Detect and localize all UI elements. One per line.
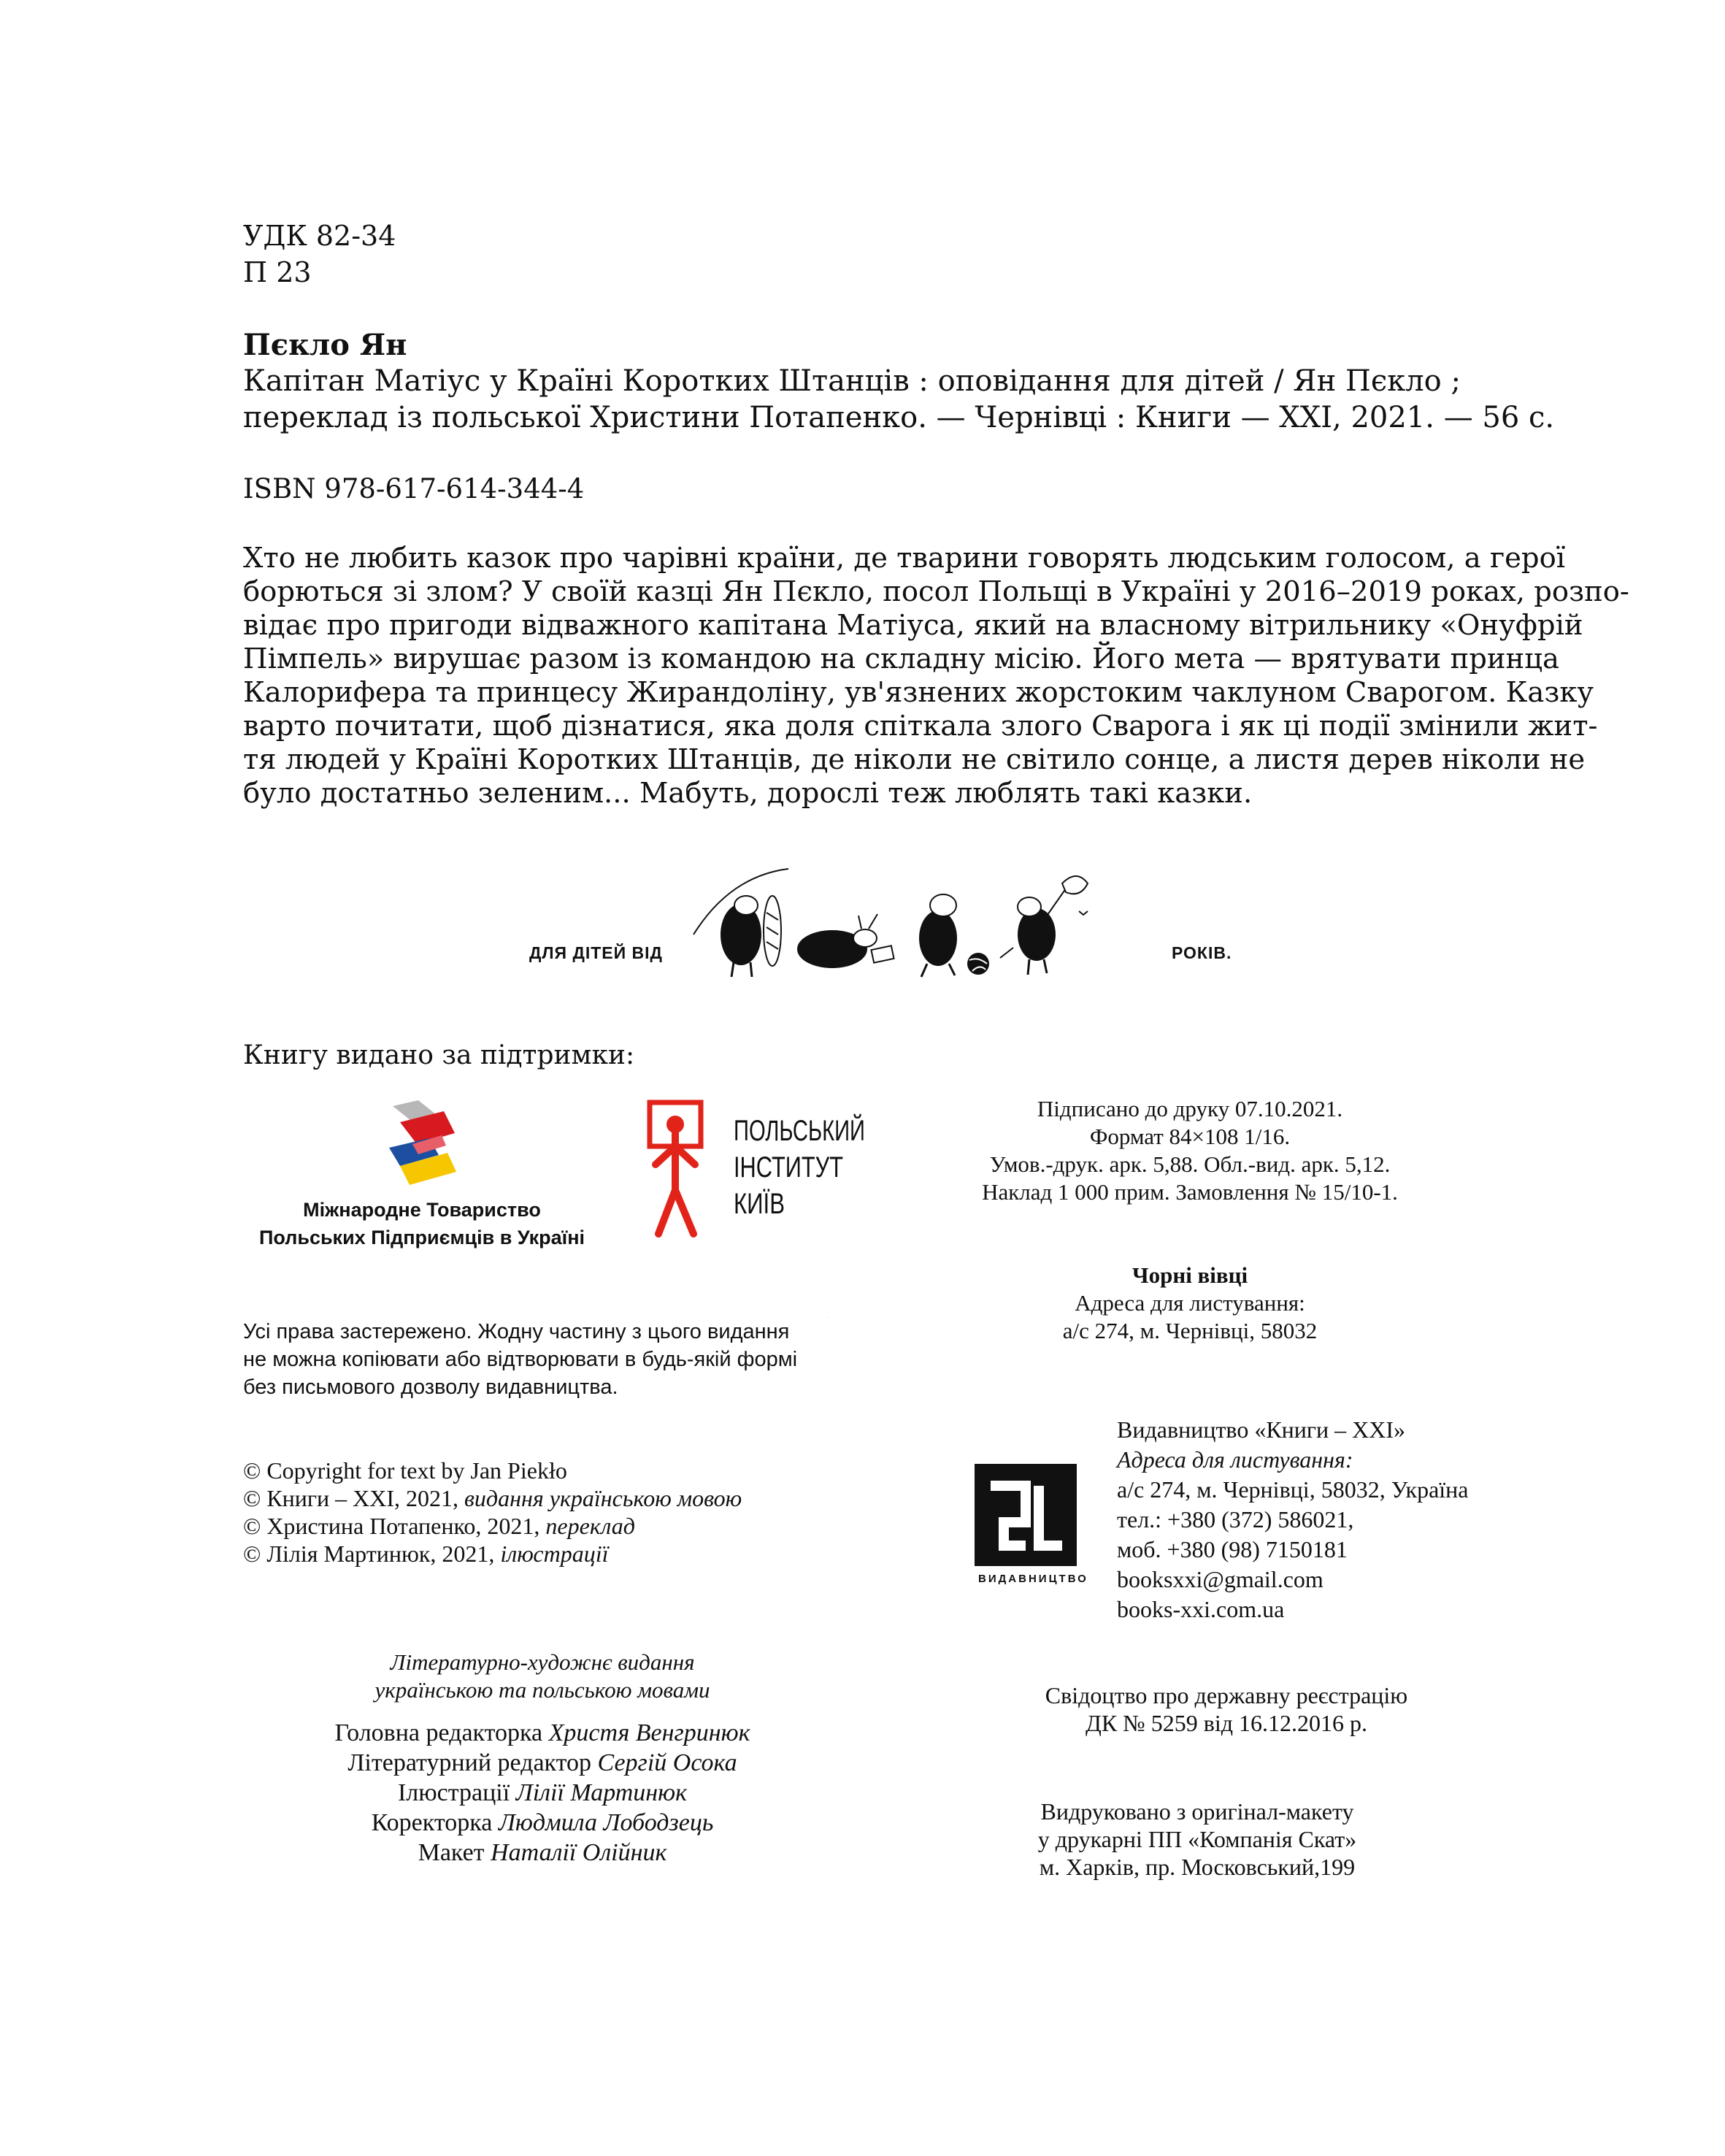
print-info-line: Формат 84×108 1/16. (1089, 1124, 1291, 1149)
rights-line: не можна копіювати або відтворювати в будь-якій формі (243, 1348, 798, 1371)
rights-line: без письмового дозволу видавництва. (243, 1376, 618, 1399)
credit-role: Коректорка (371, 1809, 499, 1836)
publisher-logo-number: 21 (829, 1318, 830, 1319)
publisher-address: а/с 274, м. Чернівці, 58032, Україна (1117, 1476, 1469, 1503)
credit-role: Ілюстрації (397, 1779, 516, 1806)
printer-line: Видруковано з оригінал-макету (1040, 1798, 1354, 1825)
copyright-line (243, 1512, 742, 1540)
rights-notice (243, 1318, 885, 1401)
credit-role: Головна редакторка (334, 1719, 549, 1746)
series-address-label: Адреса для листування: (1075, 1290, 1305, 1316)
rights-line: Усі права застережено. Жодну частину з цього видання (243, 1320, 790, 1343)
copyright-italic: переклад (545, 1513, 635, 1539)
bibliographic-description (243, 363, 1555, 436)
age-strip (529, 862, 1259, 986)
annotation-line: тя людей у Країні Коротких Штанців, де ніколи не світило сонце, а листя дерев ніколи не (243, 743, 1586, 776)
credit-name: Сергій Осока (597, 1749, 737, 1776)
print-info (934, 1095, 1445, 1206)
annotation-line: борються зі злом? У своїй казці Ян Пєкло, посол Польщі в Україні у 2016–2019 роках, розпо- (243, 575, 1629, 608)
credits-block (243, 1718, 842, 1868)
credit-line (243, 1748, 842, 1778)
sheep-fishing-icon (694, 869, 788, 977)
copyright-text: © Copyright for text by Jan Piekło (243, 1457, 567, 1484)
annotation-line: було достатньо зеленим... Мабуть, дорослі теж люблять такі казки. (243, 777, 1253, 810)
publisher-email: booksxxi@gmail.com (1117, 1566, 1323, 1592)
publisher-logo (829, 1318, 1088, 1588)
credit-name: Людмила Лободзець (498, 1809, 714, 1836)
publisher-name: Видавництво «Книги – XXI» (1117, 1416, 1406, 1443)
copyright-line (243, 1457, 742, 1484)
credit-role: Літературний редактор (347, 1749, 598, 1776)
printer-line: м. Харків, пр. Московський,199 (1039, 1854, 1356, 1880)
registration-info (934, 1681, 1518, 1737)
pik-line: КИЇВ (734, 1188, 785, 1220)
publisher-info (1117, 1415, 1469, 1624)
credit-line (243, 1838, 842, 1868)
credit-line (243, 1718, 842, 1748)
sheep-net-icon (1000, 876, 1088, 975)
annotation-line: Пімпель» вирушає разом із командою на складну місію. Його мета — врятувати принца (243, 642, 1559, 675)
print-info-line: Умов.-друк. арк. 5,88. Обл.-вид. арк. 5,12. (989, 1151, 1391, 1177)
printer-info (934, 1798, 1460, 1881)
credit-role: Макет (418, 1839, 491, 1866)
genre-line: українською та польською мовами (374, 1677, 710, 1703)
annotation (243, 542, 1629, 810)
credit-name: Наталії Олійник (491, 1839, 667, 1866)
copyright-italic: видання українською мовою (464, 1485, 742, 1511)
annotation-line: Хто не любить казок про чарівні країни, де тварини говорять людським голосом, а герої (243, 542, 1566, 575)
printer-line: у друкарні ПП «Компанія Скат» (1037, 1826, 1357, 1852)
copyright-block (243, 1457, 742, 1568)
mtp-logo-name (243, 1196, 601, 1251)
support-label: Книгу видано за підтримки: (243, 1040, 635, 1070)
udk-block (243, 218, 396, 291)
isbn: ISBN 978-617-614-344-4 (243, 473, 585, 505)
credit-line (243, 1808, 842, 1838)
copyright-italic: ілюстрації (500, 1541, 609, 1567)
description-line: Капітан Матіус у Країні Коротких Штанців : оповідання для дітей / Ян Пєкло ; (243, 364, 1461, 398)
series-info (934, 1262, 1445, 1345)
udk-index: П 23 (243, 256, 312, 288)
author-name: Пєкло Ян (243, 328, 407, 362)
publisher-phone: тел.: +380 (372) 586021, (1117, 1506, 1354, 1532)
credit-name: Лілії Мартинюк (515, 1779, 688, 1806)
series-address: а/с 274, м. Чернівці, 58032 (1062, 1318, 1318, 1343)
pik-line: ІНСТИТУТ (734, 1151, 843, 1184)
pik-line: ПОЛЬСЬКИЙ (734, 1115, 914, 1147)
registration-line: ДК № 5259 від 16.12.2016 р. (1086, 1710, 1367, 1736)
copyright-line (243, 1484, 742, 1512)
credit-name: Христя Венгринюк (548, 1719, 750, 1746)
mtp-name-line: Міжнародне Товариство (303, 1199, 541, 1221)
polish-institute-logo (642, 1095, 914, 1256)
publisher-address-label: Адреса для листування: (1117, 1446, 1353, 1473)
sheep-illustration (686, 862, 1095, 986)
annotation-line: відає про пригоди відважного капітана Матіуса, який на власному вітрильнику «Онуфрій (243, 609, 1583, 642)
series-name: Чорні вівці (1132, 1262, 1248, 1288)
registration-line: Свідоцтво про державну реєстрацію (1045, 1682, 1408, 1708)
print-info-line: Підписано до друку 07.10.2021. (1037, 1096, 1343, 1121)
annotation-line: Калорифера та принцесу Жирандоліну, ув'язнених жорстоким чаклуном Сварогом. Казку (243, 676, 1594, 709)
udk-code: УДК 82-34 (243, 220, 396, 252)
publisher-logo-word: ВИДАВНИЦТВО (978, 1573, 1088, 1585)
mtp-name-line: Польських Підприємців в Україні (258, 1227, 585, 1248)
publisher-mobile: моб. +380 (98) 7150181 (1117, 1536, 1348, 1562)
description-line: переклад із польської Христини Потапенко. — Чернівці : Книги — XXI, 2021. — 56 с. (243, 401, 1555, 434)
publisher-site: books-xxi.com.ua (1117, 1596, 1285, 1622)
sheep-lying-icon (797, 914, 894, 968)
credit-line (243, 1778, 842, 1808)
genre-line: Літературно-художнє видання (390, 1649, 695, 1675)
sheep-ball-icon (919, 894, 989, 977)
genre-note (243, 1649, 842, 1704)
annotation-line: варто почитати, щоб дізнатися, яка доля спіткала злого Сварога і як ці події змінили жит- (243, 710, 1598, 743)
age-prefix: ДЛЯ ДІТЕЙ ВІД (529, 943, 663, 962)
copyright-text: © Христина Потапенко, 2021, (243, 1513, 546, 1539)
print-info-line: Наклад 1 000 прим. Замовлення № 15/10-1. (982, 1179, 1398, 1205)
age-suffix: РОКІВ. (1172, 943, 1232, 962)
copyright-line (243, 1540, 742, 1568)
copyright-text: © Лілія Мартинюк, 2021, (243, 1541, 501, 1567)
copyright-text: © Книги – XXI, 2021, (243, 1485, 465, 1511)
